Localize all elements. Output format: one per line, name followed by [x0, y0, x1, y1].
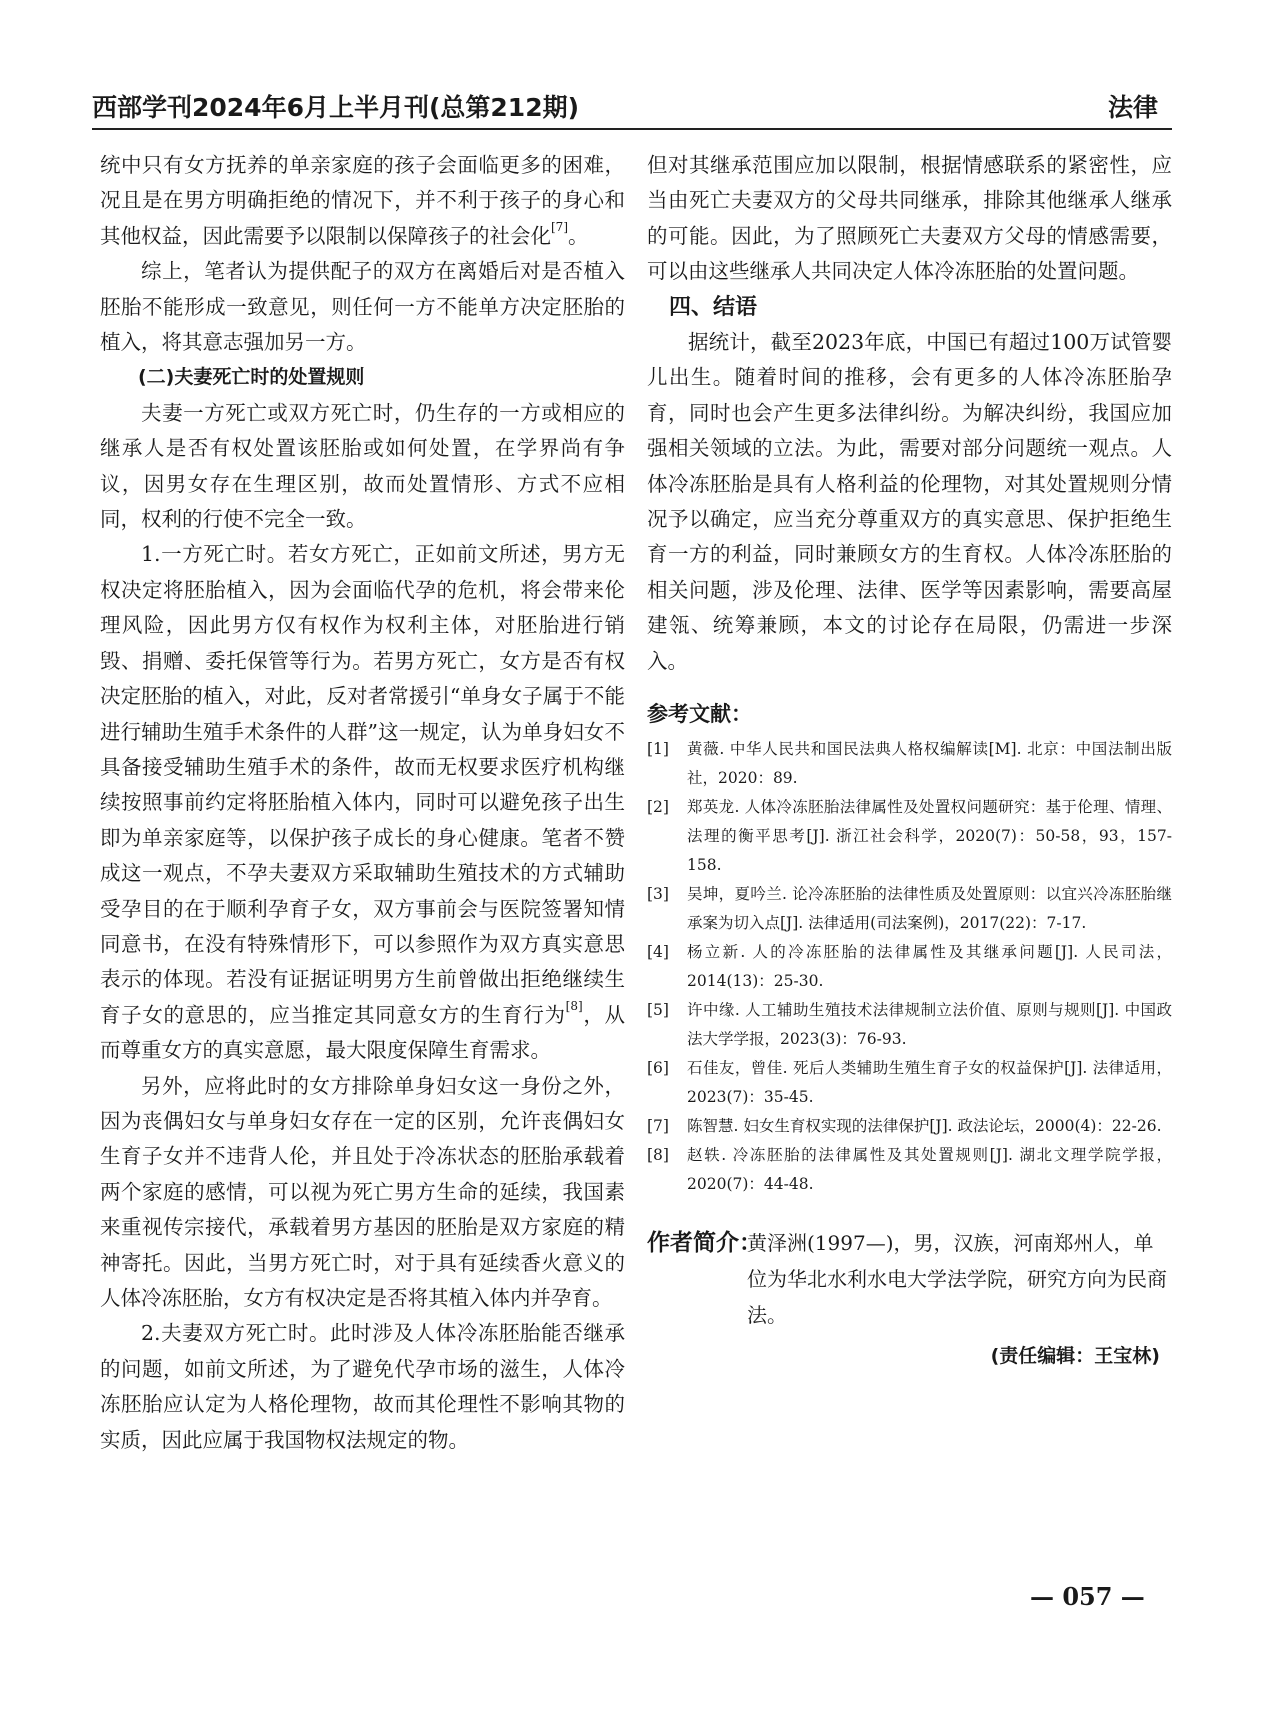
header-rule — [92, 128, 1172, 130]
paragraph: 另外，应将此时的女方排除单身妇女这一身份之外，因为丧偶妇女与单身妇女存在一定的区别，允许丧偶妇女生育子女并不违背人伦，并且处于冷冻状态的胚胎承载着两个家庭的感情，可以视为死亡男方生命的延续，我国素来重视传宗接代，承载着男方基因的胚胎是双方家庭的精神寄托。因此，当男方死亡时，对于具有延续香火意义的人体冷冻胚胎，女方有权决定是否将其植入体内并孕育。 — [100, 1073, 625, 1310]
page-header — [92, 86, 1172, 122]
reference-number: [2] — [647, 798, 669, 817]
reference-text: 郑英龙. 人体冷冻胚胎法律属性及处置权问题研究：基于伦理、情理、法理的衡平思考[J]. 浙江社会科学，2020(7)：50-58，93，157-158. — [687, 798, 1172, 875]
paragraph: 2.夫妻双方死亡时。此时涉及人体冷冻胚胎能否继承的问题，如前文所述，为了避免代孕市场的滋生，人体冷冻胚胎应认定为人格伦理物，故而其伦理性不影响其物的实质，因此应属于我国物权法规定的物。 — [100, 1321, 625, 1452]
reference-item — [647, 938, 1172, 996]
responsible-editor: (责任编辑：王宝林) — [990, 1345, 1160, 1368]
author-label: 作者简介： — [647, 1230, 762, 1257]
reference-list — [647, 735, 1172, 1199]
paragraph: 综上，笔者认为提供配子的双方在离婚后对是否植入胚胎不能形成一致意见，则任何一方不能单方决定胚胎的植入，将其意志强加另一方。 — [100, 259, 625, 355]
citation: [7] — [551, 219, 568, 234]
reference-item — [647, 1141, 1172, 1199]
left-column — [100, 148, 625, 1458]
references-title: 参考文献： — [647, 702, 752, 727]
reference-number: [7] — [647, 1117, 669, 1136]
right-column — [647, 148, 1172, 1375]
paragraph — [100, 537, 625, 1068]
reference-item — [647, 793, 1172, 880]
paragraph — [100, 148, 625, 254]
reference-text: 杨立新. 人的冷冻胚胎的法律属性及其继承问题[J]. 人民司法，2014(13)：25-30. — [687, 943, 1172, 991]
journal-title: 西部学刊2024年6月上半月刊(总第212期) — [92, 93, 580, 122]
reference-text: 黄薇. 中华人民共和国民法典人格权编解读[M]. 北京：中国法制出版社，2020：89. — [687, 740, 1172, 788]
author-bio — [647, 1225, 1172, 1333]
reference-number: [5] — [647, 1001, 669, 1020]
text: 1.一方死亡时。若女方死亡，正如前文所述，男方无权决定将胚胎植入，因为会面临代孕的危机，将会带来伦理风险，因此男方仅有权作为权利主体，对胚胎进行销毁、捐赠、委托保管等行为。若男方死亡，女方是否有权决定胚胎的植入，对此，反对者常援引“单身女子属于不能进行辅助生殖手术条件的人群”这一规定，认为单身妇女不具备接受辅助生殖手术的条件，故而无权要求医疗机构继续按照事前约定将胚胎植入体内，同时可以避免孩子出生即为单亲家庭等，以保护孩子成长的身心健康。笔者不赞成这一观点，不孕夫妻双方采取辅助生殖技术的方式辅助受孕目的在于顺利孕育子女，双方事前会与医院签署知情同意书，在没有特殊情形下，可以参照作为双方真实意思表示的体现。若没有证据证明男方生前曾做出拒绝继续生育子女的意思的，应当推定其同意女方的生育行为 — [100, 542, 625, 1027]
reference-number: [4] — [647, 943, 669, 962]
reference-number: [8] — [647, 1146, 669, 1165]
citation: [8] — [565, 998, 583, 1013]
text: ，从而尊重女方的真实意愿，最大限度保障生育需求。 — [100, 1002, 626, 1063]
reference-text: 许中缘. 人工辅助生殖技术法律规制立法价值、原则与规则[J]. 中国政法大学学报，2023(3)：76-93. — [687, 1001, 1172, 1049]
reference-text: 陈智慧. 妇女生育权实现的法律保护[J]. 政法论坛，2000(4)：22-26. — [687, 1117, 1162, 1136]
section-heading: 四、结语 — [669, 294, 758, 320]
reference-item — [647, 996, 1172, 1054]
reference-item — [647, 1112, 1172, 1141]
paragraph: 据统计，截至2023年底，中国已有超过100万试管婴儿出生。随着时间的推移，会有更多的人体冷冻胚胎孕育，同时也会产生更多法律纠纷。为解决纠纷，我国应加强相关领域的立法。为此，需要对部分问题统一观点。人体冷冻胚胎是具有人格利益的伦理物，对其处置规则分情况予以确定，应当充分尊重双方的真实意思、保护拒绝生育一方的利益，同时兼顾女方的生育权。人体冷冻胚胎的相关问题，涉及伦理、法律、医学等因素影响，需要高屋建瓴、统筹兼顾，本文的讨论存在局限，仍需进一步深入。 — [647, 330, 1172, 673]
reference-item — [647, 880, 1172, 938]
reference-number: [6] — [647, 1059, 669, 1078]
reference-text: 吴坤，夏吟兰. 论冷冻胚胎的法律性质及处置原则：以宜兴冷冻胚胎继承案为切入点[J]. 法律适用(司法案例)，2017(22)：7-17. — [687, 885, 1172, 933]
reference-text: 赵轶. 冷冻胚胎的法律属性及其处置规则[J]. 湖北文理学院学报，2020(7)：44-48. — [687, 1146, 1172, 1194]
paragraph: 但对其继承范围应加以限制，根据情感联系的紧密性，应当由死亡夫妻双方的父母共同继承，排除其他继承人继承的可能。因此，为了照顾死亡夫妻双方父母的情感需要，可以由这些继承人共同决定人体冷冻胚胎的处置问题。 — [647, 153, 1172, 284]
subsection-heading: (二)夫妻死亡时的处置规则 — [138, 366, 365, 389]
text: 。 — [568, 223, 589, 248]
paragraph: 夫妻一方死亡或双方死亡时，仍生存的一方或相应的继承人是否有权处置该胚胎或如何处置，在学界尚有争议，因男女存在生理区别，故而处置情形、方式不应相同，权利的行使不完全一致。 — [100, 400, 625, 532]
section-label: 法律 — [1107, 93, 1158, 122]
reference-item — [647, 1054, 1172, 1112]
reference-item — [647, 735, 1172, 793]
reference-number: [3] — [647, 885, 669, 904]
reference-number: [1] — [647, 740, 669, 759]
text: 统中只有女方抚养的单亲家庭的孩子会面临更多的困难，况且是在男方明确拒绝的情况下，并不利于孩子的身心和其他权益，因此需要予以限制以保障孩子的社会化 — [100, 153, 625, 248]
reference-text: 石佳友，曾佳. 死后人类辅助生殖生育子女的权益保护[J]. 法律适用，2023(7)：35-45. — [687, 1059, 1172, 1107]
author-text: 黄泽洲(1997—)，男，汉族，河南郑州人，单位为华北水利水电大学法学院，研究方向为民商法。 — [747, 1231, 1167, 1328]
page-number: — 057 — — [1030, 1582, 1145, 1611]
